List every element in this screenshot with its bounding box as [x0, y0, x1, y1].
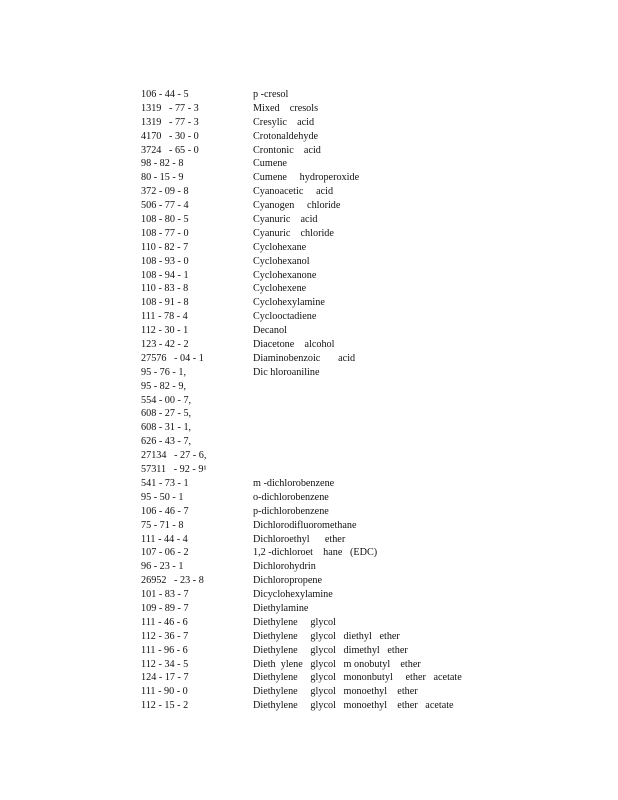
cas-number: 106 - 44 - 5 [141, 89, 189, 100]
list-item [141, 574, 481, 588]
list-item [141, 435, 481, 449]
list-item [141, 380, 481, 394]
list-item [141, 602, 481, 616]
chemical-name: Cyanuric acid [253, 214, 318, 226]
list-item [141, 685, 481, 699]
cas-number: 112 - 15 - 2 [141, 700, 189, 712]
list-item [141, 199, 481, 213]
chemical-name: Crontonic acid [253, 144, 321, 156]
list-item [141, 463, 481, 477]
list-item [141, 407, 481, 421]
cas-number: 109 - 89 - 7 [141, 602, 189, 614]
list-item [141, 491, 481, 505]
chemical-name: Decanol [253, 325, 287, 337]
chemical-name: Cyanogen chloride [253, 200, 341, 212]
list-item [141, 477, 481, 491]
chemical-name: Cumene hydroperoxide [253, 172, 360, 184]
chemical-name: o-dichlorobenzene [253, 491, 329, 503]
cas-number: 108 - 93 - 0 [141, 255, 189, 267]
list-item [141, 616, 481, 630]
cas-number: 1319 - 77 - 3 [141, 116, 199, 128]
cas-number: 124 - 17 - 7 [141, 672, 189, 684]
chemical-name: Mixed cresols [253, 102, 319, 114]
list-item [141, 130, 481, 144]
list-item [141, 421, 481, 435]
cas-number: 4170 - 30 - 0 [141, 130, 199, 142]
list-item [141, 116, 481, 130]
chemical-name: Diaminobenzoic acid [253, 352, 356, 364]
cas-number: 372 - 09 - 8 [141, 186, 189, 198]
chemical-list [141, 88, 481, 713]
chemical-name: Cyclohexylamine [253, 297, 325, 309]
list-item [141, 519, 481, 533]
cas-number: 112 - 30 - 1 [141, 325, 189, 337]
list-item [141, 644, 481, 658]
list-item [141, 699, 481, 713]
chemical-name: p-dichlorobenzene [253, 505, 329, 517]
list-item [141, 533, 481, 547]
cas-number: 106 - 46 - 7 [141, 505, 189, 517]
chemical-name: Diethylamine [253, 602, 309, 614]
cas-number: 111 - 44 - 4 [141, 533, 188, 545]
cas-number: 27576 - 04 - 1 [141, 352, 204, 364]
cas-number: 98 - 82 - 8 [141, 158, 184, 170]
cas-number: 626 - 43 - 7, [141, 436, 192, 448]
chemical-name: Diethylene glycol dimethyl ether [253, 644, 408, 656]
list-item [141, 505, 481, 519]
list-item [141, 282, 481, 296]
cas-number: 608 - 31 - 1, [141, 422, 192, 434]
list-item [141, 560, 481, 574]
list-item [141, 296, 481, 310]
chemical-name: Diacetone alcohol [253, 339, 335, 351]
list-item [141, 546, 481, 560]
chemical-name: Cresylic acid [253, 116, 315, 128]
list-item [141, 394, 481, 408]
cas-number: 123 - 42 - 2 [141, 339, 189, 351]
cas-number: 80 - 15 - 9 [141, 172, 184, 184]
cas-number: 554 - 00 - 7, [141, 394, 192, 406]
chemical-name: Diethylene glycol mononbutyl ether acetate [253, 672, 462, 684]
list-item [141, 352, 481, 366]
cas-number: 108 - 77 - 0 [141, 227, 189, 239]
cas-number: 95 - 82 - 9, [141, 380, 186, 392]
cas-number: 26952 - 23 - 8 [141, 575, 204, 587]
cas-number: 95 - 50 - 1 [141, 491, 184, 503]
list-item [141, 144, 481, 158]
cas-number: 110 - 82 - 7 [141, 241, 189, 253]
list-item [141, 269, 481, 283]
chemical-name: Crotonaldehyde [253, 130, 319, 142]
list-item [141, 338, 481, 352]
cas-number: 101 - 83 - 7 [141, 589, 189, 601]
list-item [141, 366, 481, 380]
cas-number: 111 - 46 - 6 [141, 616, 188, 628]
cas-number: 506 - 77 - 4 [141, 200, 189, 212]
cas-number: 3724 - 65 - 0 [141, 144, 199, 156]
cas-number: 110 - 83 - 8 [141, 283, 189, 295]
list-item [141, 658, 481, 672]
chemical-name: Diethylene glycol monoethyl ether [253, 686, 418, 698]
chemical-name: Dieth ylene glycol m onobutyl ether [253, 658, 421, 670]
cas-number: 112 - 36 - 7 [141, 630, 189, 642]
chemical-name: Dicyclohexylamine [253, 589, 333, 601]
cas-number: 608 - 27 - 5, [141, 408, 192, 420]
chemical-name: Cyanuric chloride [253, 227, 334, 239]
chemical-name: Diethylene glycol [253, 616, 336, 628]
cas-number: 108 - 91 - 8 [141, 297, 189, 309]
list-item [141, 671, 481, 685]
list-item [141, 102, 481, 116]
cas-number: 27134 - 27 - 6, [141, 450, 207, 462]
chemical-name: p -cresol [253, 89, 289, 100]
cas-number: 75 - 71 - 8 [141, 519, 184, 531]
cas-number: 541 - 73 - 1 [141, 477, 189, 489]
cas-number: 1319 - 77 - 3 [141, 102, 199, 114]
chemical-name: Cyanoacetic acid [253, 186, 334, 198]
chemical-name: Cumene [253, 158, 287, 170]
list-item [141, 213, 481, 227]
chemical-name: Dichlorohydrin [253, 561, 316, 573]
chemical-name: Diethylene glycol diethyl ether [253, 630, 400, 642]
chemical-name: 1,2 -dichloroet hane (EDC) [253, 547, 378, 559]
chemical-name: Dichlorodifluoromethane [253, 519, 357, 531]
chemical-name: Cyclohexanol [253, 255, 310, 267]
chemical-name: Cyclohexanone [253, 269, 317, 281]
list-item [141, 255, 481, 269]
cas-number: 96 - 23 - 1 [141, 561, 184, 573]
list-item [141, 630, 481, 644]
list-item [141, 324, 481, 338]
list-item [141, 157, 481, 171]
chemical-name: Dic hloroaniline [253, 366, 320, 378]
list-item [141, 185, 481, 199]
chemical-name: Cyclohexene [253, 283, 307, 295]
chemical-name: Cyclooctadiene [253, 311, 317, 323]
chemical-name: Cyclohexane [253, 241, 307, 253]
chemical-name: m -dichlorobenzene [253, 477, 335, 489]
cas-number: 111 - 90 - 0 [141, 686, 188, 698]
cas-number: 95 - 76 - 1, [141, 366, 186, 378]
cas-number: 57311 - 92 - 9¹ [141, 464, 207, 476]
chemical-name: Diethylene glycol monoethyl ether acetate [253, 700, 454, 712]
cas-number: 108 - 94 - 1 [141, 269, 189, 281]
list-item [141, 241, 481, 255]
list-item [141, 88, 481, 102]
cas-number: 107 - 06 - 2 [141, 547, 189, 559]
list-item [141, 310, 481, 324]
list-item [141, 588, 481, 602]
cas-number: 108 - 80 - 5 [141, 214, 189, 226]
cas-number: 111 - 78 - 4 [141, 311, 188, 323]
list-item [141, 171, 481, 185]
list-item [141, 227, 481, 241]
chemical-name: Dichloropropene [253, 575, 323, 587]
cas-number: 111 - 96 - 6 [141, 644, 188, 656]
cas-number: 112 - 34 - 5 [141, 658, 189, 670]
chemical-name: Dichloroethyl ether [253, 533, 346, 545]
list-item [141, 449, 481, 463]
